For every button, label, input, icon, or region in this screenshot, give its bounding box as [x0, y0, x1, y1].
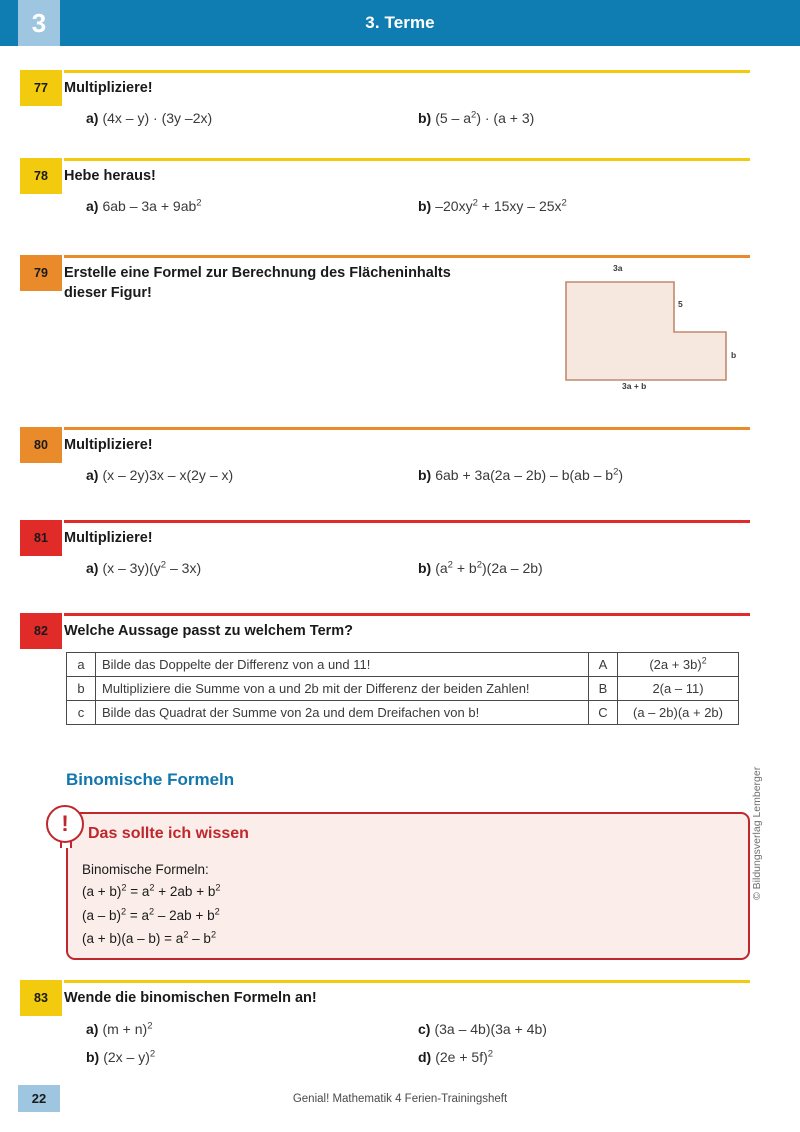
exercise-83-rule: [64, 980, 750, 983]
exercise-82-rule: [64, 613, 750, 616]
item-label: b): [418, 467, 432, 483]
exercise-80-rule: [64, 427, 750, 430]
figure-step-label: 5: [678, 299, 683, 309]
exercise-83-number: 83: [20, 980, 62, 1016]
item-label: b): [418, 560, 432, 576]
exercise-78-rule: [64, 158, 750, 161]
item-label: c): [418, 1021, 431, 1037]
exercise-83-title: Wende die binomischen Formeln an!: [64, 990, 317, 1006]
exercise-83-item-d: [418, 1049, 493, 1065]
row-statement: Bilde das Doppelte der Differenz von a und 11!: [96, 653, 589, 677]
knowledge-line-2: $(a - b)^2 = a^2 - 2ab + b^2$: [82, 906, 220, 923]
chapter-number: 3: [31, 8, 47, 38]
item-text: $6ab + 3a(2a - 2b) - b(ab - b^2)$: [435, 466, 624, 483]
item-label: a): [86, 198, 99, 214]
exercise-82-number: 82: [20, 613, 62, 649]
row-statement: Multipliziere die Summe von a und 2b mit der Differenz der beiden Zahlen!: [96, 677, 589, 701]
item-text: $(x - 3y)(y^2 - 3x)$: [102, 559, 202, 576]
item-text: (x – 2y)3x – x(2y – x): [102, 467, 234, 483]
exercise-82-title: Welche Aussage passt zu welchem Term?: [64, 623, 354, 639]
exercise-78-number: 78: [20, 158, 62, 194]
exercise-81-item-a: [86, 560, 201, 576]
knowledge-box-title: Das sollte ich wissen: [88, 825, 249, 842]
figure-right-label: b: [731, 350, 737, 360]
copyright-text: © Bildungsverlag Lemberger: [751, 766, 763, 900]
l-shape-polygon: [566, 282, 726, 380]
figure-bottom-label: 3a + b: [622, 381, 647, 391]
row-key: a: [67, 653, 96, 677]
row-term: 2(a – 11): [618, 677, 739, 701]
item-label: a): [86, 110, 99, 126]
exercise-79-title: Erstelle eine Formel zur Berechnung des Flächeninhalts dieser Figur!: [64, 265, 451, 301]
exercise-78-item-a: [86, 198, 202, 214]
row-term: (a – 2b)(a + 2b): [618, 701, 739, 725]
footer-page-number: 22: [18, 1085, 60, 1112]
item-text: $-20xy^2 + 15xy - 25x^2$: [435, 197, 567, 214]
exercise-83-item-c: [418, 1021, 547, 1037]
item-label: a): [86, 560, 99, 576]
exercise-77-rule: [64, 70, 750, 73]
exercise-80-title: Multipliziere!: [64, 437, 153, 453]
exercise-81-rule: [64, 520, 750, 523]
item-label: b): [418, 110, 432, 126]
exercise-77-number: 77: [20, 70, 62, 106]
exclamation-icon: !: [46, 805, 84, 843]
row-letter: B: [589, 677, 618, 701]
table-row: [67, 677, 739, 701]
exercise-77-item-a: [86, 110, 212, 126]
exercise-80-number: 80: [20, 427, 62, 463]
row-key: c: [67, 701, 96, 725]
footer-center-text: Genial! Mathematik 4 Ferien-Trainingsheft: [292, 1092, 508, 1105]
exercise-81-item-b: [418, 560, 543, 576]
item-text: (4x – y) · (3y –2x): [102, 110, 213, 126]
item-text: $(5 - a^2) \cdot (a + 3)$: [435, 109, 535, 126]
knowledge-line-0: Binomische Formeln:: [82, 862, 209, 877]
exercise-78-title: Hebe heraus!: [64, 168, 156, 184]
row-key: b: [67, 677, 96, 701]
row-term: $(2a + 3b)^2$: [618, 653, 739, 677]
item-label: a): [86, 467, 99, 483]
item-text: (3a – 4b)(3a + 4b): [434, 1021, 547, 1037]
page-title: 3. Terme: [365, 13, 435, 32]
l-shape-polygon-svg: [556, 262, 756, 392]
exercise-77-item-b: [418, 110, 534, 126]
row-letter: A: [589, 653, 618, 677]
item-text: $(2e + 5f)^2$: [435, 1048, 494, 1065]
exercise-80-item-b: [418, 467, 623, 483]
exercise-79-rule: [64, 255, 750, 258]
exercise-83-item-b: [86, 1049, 155, 1065]
exercise-81-number: 81: [20, 520, 62, 556]
exercise-77-title: Multipliziere!: [64, 80, 153, 96]
row-statement: Bilde das Quadrat der Summe von 2a und dem Dreifachen von b!: [96, 701, 589, 725]
exercise-79-number: 79: [20, 255, 62, 291]
row-letter: C: [589, 701, 618, 725]
table-row: [67, 701, 739, 725]
area-figure: [556, 262, 756, 392]
item-text: (2x – y)$^2$: [103, 1048, 156, 1065]
table-row: [67, 653, 739, 677]
exercise-80-item-a: [86, 467, 233, 483]
item-label: d): [418, 1049, 432, 1065]
exercise-81-title: Multipliziere!: [64, 530, 153, 546]
knowledge-line-3: $(a + b)(a - b) = a^2 - b^2$: [82, 929, 217, 946]
item-text: $6ab - 3a + 9ab^2$: [102, 197, 202, 214]
item-label: b): [418, 198, 432, 214]
knowledge-line-1: $(a + b)^2 = a^2 + 2ab + b^2$: [82, 882, 221, 899]
match-table: [66, 652, 739, 725]
exercise-83-item-a: [86, 1021, 152, 1037]
item-label: b): [86, 1049, 100, 1065]
item-label: a): [86, 1021, 99, 1037]
item-text: $(a^2 + b^2)(2a - 2b)$: [435, 559, 543, 576]
exercise-78-item-b: [418, 198, 567, 214]
figure-top-label: 3a: [613, 263, 623, 273]
section-heading-binomische-formeln: Binomische Formeln: [66, 770, 235, 789]
item-text: $(m + n)^2$: [102, 1020, 153, 1037]
